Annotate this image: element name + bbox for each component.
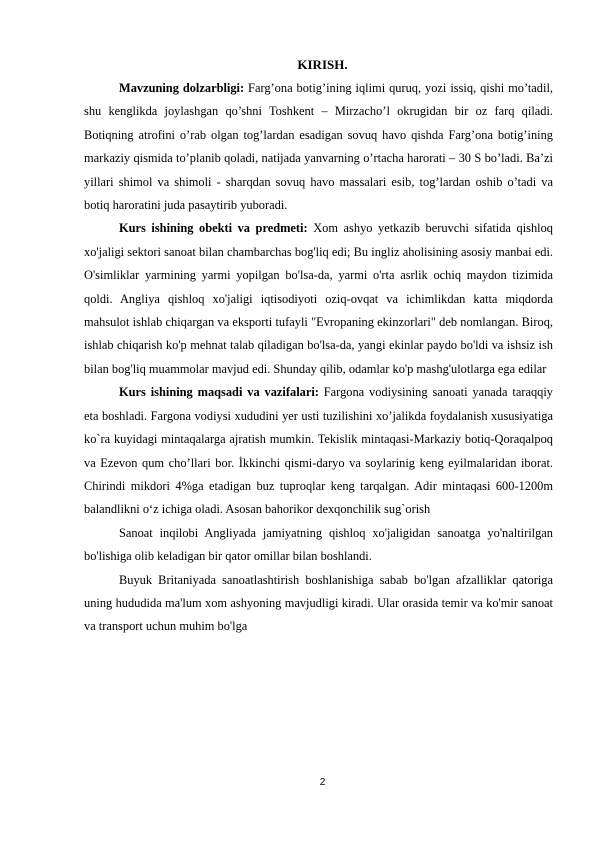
paragraph-heading: Mavzuning dolzarbligi:: [119, 81, 245, 95]
paragraph-text: Sanoat inqilobi Angliyada jamiyatning qishloq xo'jaligidan sanoatga yo'naltirilgan bo'lishiga olib keladigan bir qator omillar bilan boshlandi.: [84, 525, 553, 564]
paragraph-text: Fargona vodiysining sanoati yanada taraqqiy eta boshladi. Fargona vodiysi xududini yer usti tuzilishini xo’jalikda foydalanish xususiyatiga ko`ra kuyidagi mintaqalarga ajratish mumkin. Tekislik mintaqasi-Markaziy botiq-Qoraqalpoq va Ezevon qum cho’llari bor. İkkinchi qismi-daryo va soylarinig keng eyilmalaridan iborat. Chirindi mikdori 4%ga etadigan buz tuproqlar keng tarqalgan. Adir mintaqasi 600-1200m balandlikni o‘z ichiga oladi. Asosan bahorikor dexqonchilik sug`orish: [84, 385, 553, 517]
paragraph-text: Xom ashyo yetkazib beruvchi sifatida qishloq xo'jaligi sektori sanoat bilan chambarchas bog'liq edi; Bu ingliz aholisining asosiy manbai edi. O'simliklar yarmining yarmi yopilgan bo'lsa-da, yarmi o'rta asrlik ochiq maydon tizimida qoldi. Angliya qishloq xo'jaligi iqtisodiyoti oziq-ovqat va ichimlikdan katta miqdorda mahsulot ishlab chiqargan va eksporti tufayli "Evropaning ekinzorlari" deb nomlangan. Biroq, ishlab chiqarish ko'p mehnat talab qiladigan bo'lsa-da, yangi ekinlar paydo bo'ldi va ishsiz ish bilan bog'liq muammolar mavjud edi. Shunday qilib, odamlar ko'p mashg'ulotlarga ega edilar: [84, 221, 553, 376]
page-number: 2: [319, 777, 326, 788]
paragraph-heading: Kurs ishining maqsadi va vazifalari:: [119, 385, 319, 400]
paragraph-object-subject: [84, 217, 553, 381]
paragraph-goals-tasks: [84, 381, 553, 521]
paragraph-britain-advantages: [84, 569, 553, 639]
document-body: [84, 77, 553, 639]
paragraph-text: Farg’ona botig’ining iqlimi quruq, yozi issiq, qishi mo’tadil, shu kenglikda joylashgan qo’shni Toshkent – Mirzacho’l okrugidan bir oz farq qiladi. Botiqning atrofini o’rab olgan tog’lardan esadigan sovuq havo qishda Farg’ona botig’ining markaziy qismida to’planib qoladi, natijada yanvarning o’rtacha harorati – 30 S bo’ladi. Ba’zi yillari shimol va shimoli - sharqdan sovuq havo massalari esib, tog’lardan oshib o’tadi va botiq haroratini juda pasaytirib yuboradi.: [84, 81, 553, 213]
paragraph-industrial-revolution: [84, 522, 553, 569]
paragraph-text: Buyuk Britaniyada sanoatlashtirish boshlanishiga sabab bo'lgan afzalliklar qatoriga uning hududida ma'lum xom ashyoning mavjudligi kiradi. Ular orasida temir va ko'mir sanoat va transport uchun muhim bo'lga: [84, 572, 553, 634]
paragraph-heading: Kurs ishining obekti va predmeti:: [119, 221, 308, 236]
paragraph-relevance: [84, 77, 553, 217]
page-title: KIRISH.: [297, 57, 348, 72]
